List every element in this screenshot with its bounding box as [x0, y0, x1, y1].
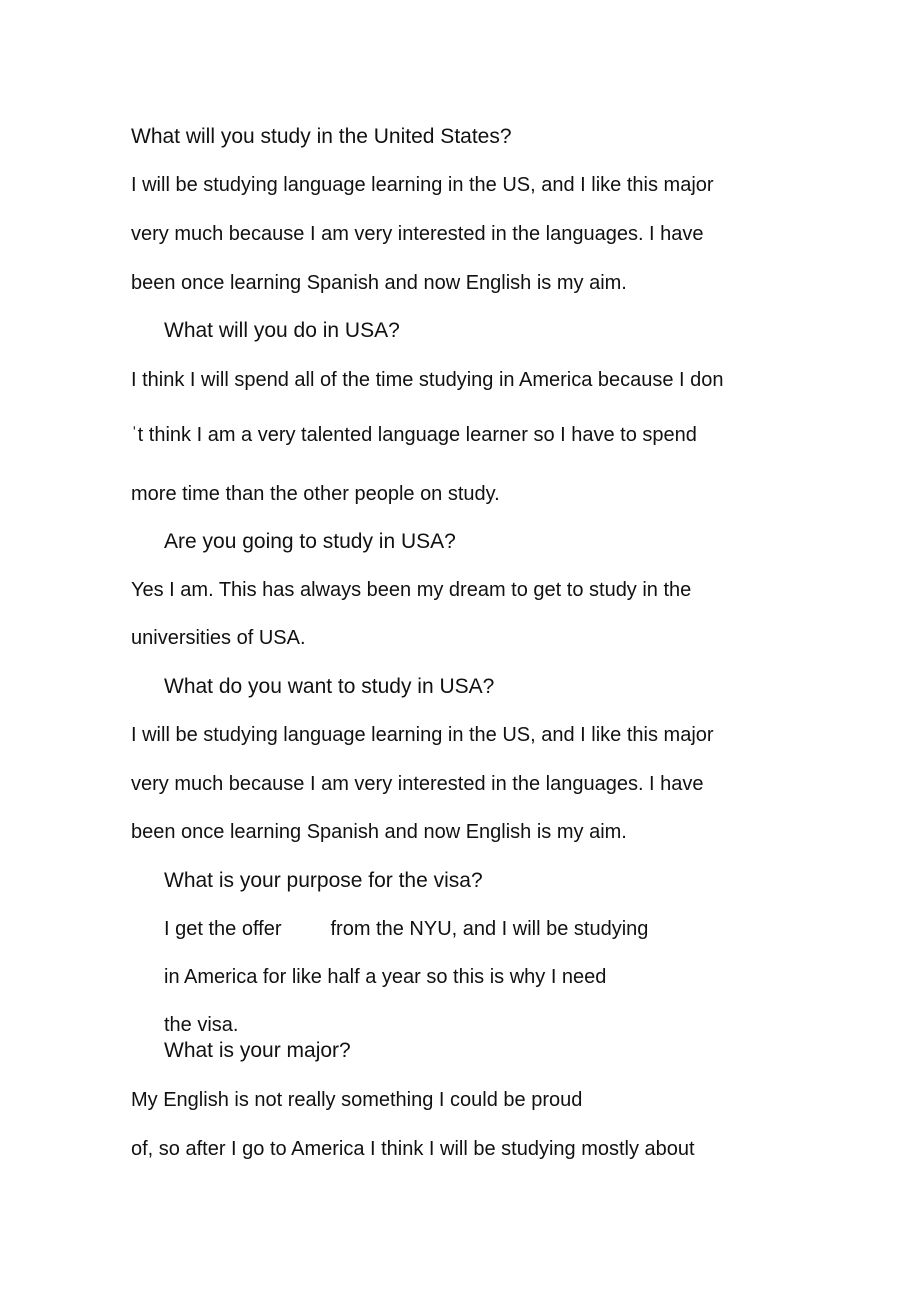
- answer-6-line-2: of, so after I go to America I think I will be studying mostly about: [131, 1138, 695, 1160]
- answer-5-line-1-part-2: from the NYU, and I will be studying: [330, 918, 649, 940]
- answer-1-line-2: very much because I am very interested in the languages. I have: [131, 223, 704, 245]
- answer-1-line-1: I will be studying language learning in the US, and I like this major: [131, 174, 714, 196]
- answer-1-line-3: been once learning Spanish and now English is my aim.: [131, 272, 627, 294]
- answer-4-line-3: been once learning Spanish and now English is my aim.: [131, 821, 627, 843]
- question-2: What will you do in USA?: [164, 319, 400, 342]
- question-6: What is your major?: [164, 1039, 351, 1062]
- answer-4-line-2: very much because I am very interested in the languages. I have: [131, 773, 704, 795]
- answer-3-line-2: universities of USA.: [131, 627, 306, 649]
- answer-2-line-3: more time than the other people on study.: [131, 483, 500, 505]
- answer-5-line-3: the visa.: [164, 1014, 239, 1036]
- answer-2-line-1: I think I will spend all of the time studying in America because I don: [131, 369, 724, 391]
- answer-5-line-1-part-1: I get the offer: [164, 918, 282, 940]
- answer-4-line-1: I will be studying language learning in the US, and I like this major: [131, 724, 714, 746]
- question-1: What will you study in the United States?: [131, 125, 512, 148]
- answer-2-line-2: ˈt think I am a very talented language learner so I have to spend: [131, 424, 697, 446]
- answer-5-line-1: [164, 916, 648, 942]
- answer-5-line-2: in America for like half a year so this is why I need: [164, 966, 607, 988]
- question-5: What is your purpose for the visa?: [164, 869, 483, 892]
- answer-3-line-1: Yes I am. This has always been my dream to get to study in the: [131, 579, 692, 601]
- question-4: What do you want to study in USA?: [164, 675, 495, 698]
- answer-6-line-1: My English is not really something I could be proud: [131, 1089, 583, 1111]
- question-3: Are you going to study in USA?: [164, 530, 456, 553]
